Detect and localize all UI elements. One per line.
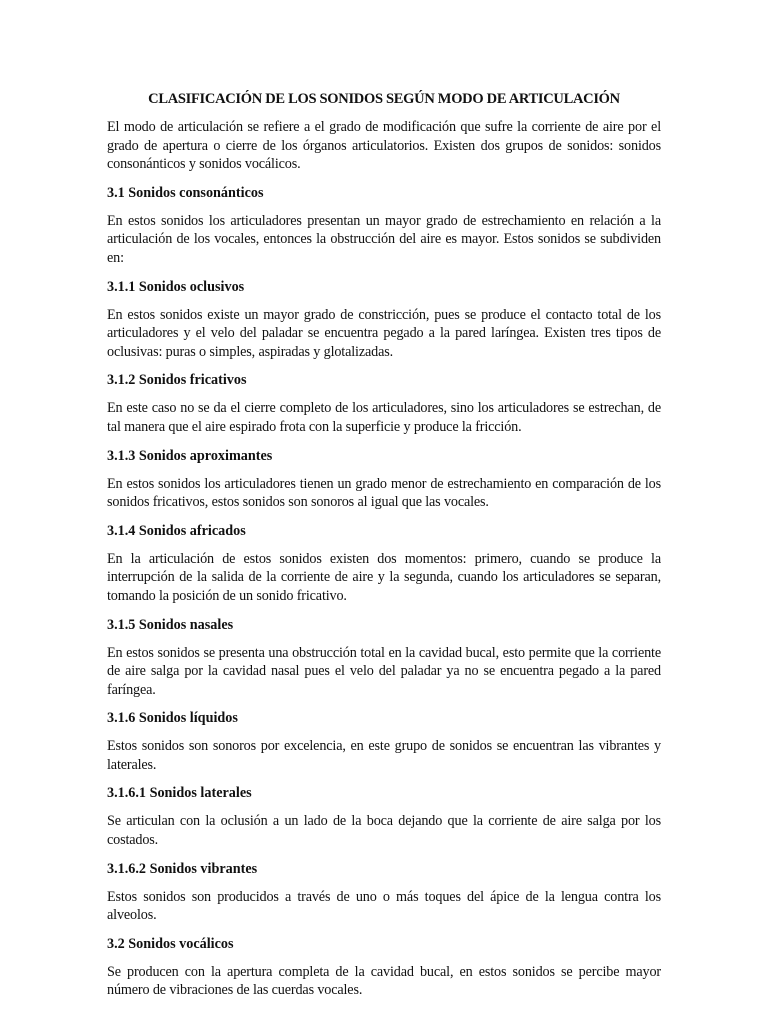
- section-text-3-2: Se producen con la apertura completa de la cavidad bucal, en estos sonidos se percibe mayor número de vibraciones de las cuerdas vocales.: [107, 963, 661, 999]
- section-text-3-1-1: En estos sonidos existe un mayor grado de constricción, pues se produce el contacto total de los articuladores y el velo del paladar se encuentra pegado a la pared laríngea. Existen tres tipos de oclusivas: puras o simples, aspiradas y glotalizadas.: [107, 306, 661, 360]
- intro-paragraph: El modo de articulación se refiere a el grado de modificación que sufre la corriente de aire por el grado de apertura o cierre de los órganos articulatorios. Existen dos grupos de sonidos: sonidos consonánticos y sonidos vocálicos.: [107, 119, 661, 173]
- section-heading-3-1-1: 3.1.1 Sonidos oclusivos: [107, 278, 245, 295]
- section-heading-3-1: 3.1 Sonidos consonánticos: [107, 184, 264, 201]
- section-heading-3-1-2: 3.1.2 Sonidos fricativos: [107, 372, 247, 389]
- section-heading-3-1-6-2: 3.1.6.2 Sonidos vibrantes: [107, 860, 258, 877]
- section-text-3-1-6-1: Se articulan con la oclusión a un lado de la boca dejando que la corriente de aire salga por los costados.: [107, 813, 661, 849]
- section-heading-3-2: 3.2 Sonidos vocálicos: [107, 935, 234, 952]
- document-title: CLASIFICACIÓN DE LOS SONIDOS SEGÚN MODO DE ARTICULACIÓN: [148, 91, 620, 107]
- section-text-3-1-6-2: Estos sonidos son producidos a través de uno o más toques del ápice de la lengua contra los alveolos.: [107, 888, 661, 924]
- section-text-3-1-6: Estos sonidos son sonoros por excelencia, en este grupo de sonidos se encuentran las vibrantes y laterales.: [107, 738, 661, 773]
- section-text-3-1-2: En este caso no se da el cierre completo de los articuladores, sino los articuladores se estrechan, de tal manera que el aire espirado frota con la superficie y produce la fricción.: [107, 400, 661, 435]
- section-heading-3-1-3: 3.1.3 Sonidos aproximantes: [107, 447, 273, 464]
- section-text-3-1-4: En la articulación de estos sonidos existen dos momentos: primero, cuando se produce la interrupción de la salida de la corriente de aire y la segunda, cuando los articuladores se separan, tomando la posición de un sonido fricativo.: [107, 550, 661, 604]
- section-heading-3-1-5: 3.1.5 Sonidos nasales: [107, 616, 234, 633]
- document-page: [107, 90, 661, 1010]
- section-heading-3-1-4: 3.1.4 Sonidos africados: [107, 522, 246, 539]
- section-text-3-1-3: En estos sonidos los articuladores tienen un grado menor de estrechamiento en comparación de los sonidos fricativos, estos sonidos son sonoros al igual que las vocales.: [107, 475, 661, 511]
- section-text-3-1-5: En estos sonidos se presenta una obstrucción total en la cavidad bucal, esto permite que la corriente de aire salga por la cavidad nasal pues el velo del paladar ya no se encuentra pegado a la pared faríngea.: [107, 644, 661, 698]
- section-text-3-1: En estos sonidos los articuladores presentan un mayor grado de estrechamiento en relación a la articulación de los vocales, entonces la obstrucción del aire es mayor. Estos sonidos se subdividen en:: [107, 212, 661, 266]
- section-heading-3-1-6: 3.1.6 Sonidos líquidos: [107, 710, 238, 727]
- section-heading-3-1-6-1: 3.1.6.1 Sonidos laterales: [107, 785, 252, 802]
